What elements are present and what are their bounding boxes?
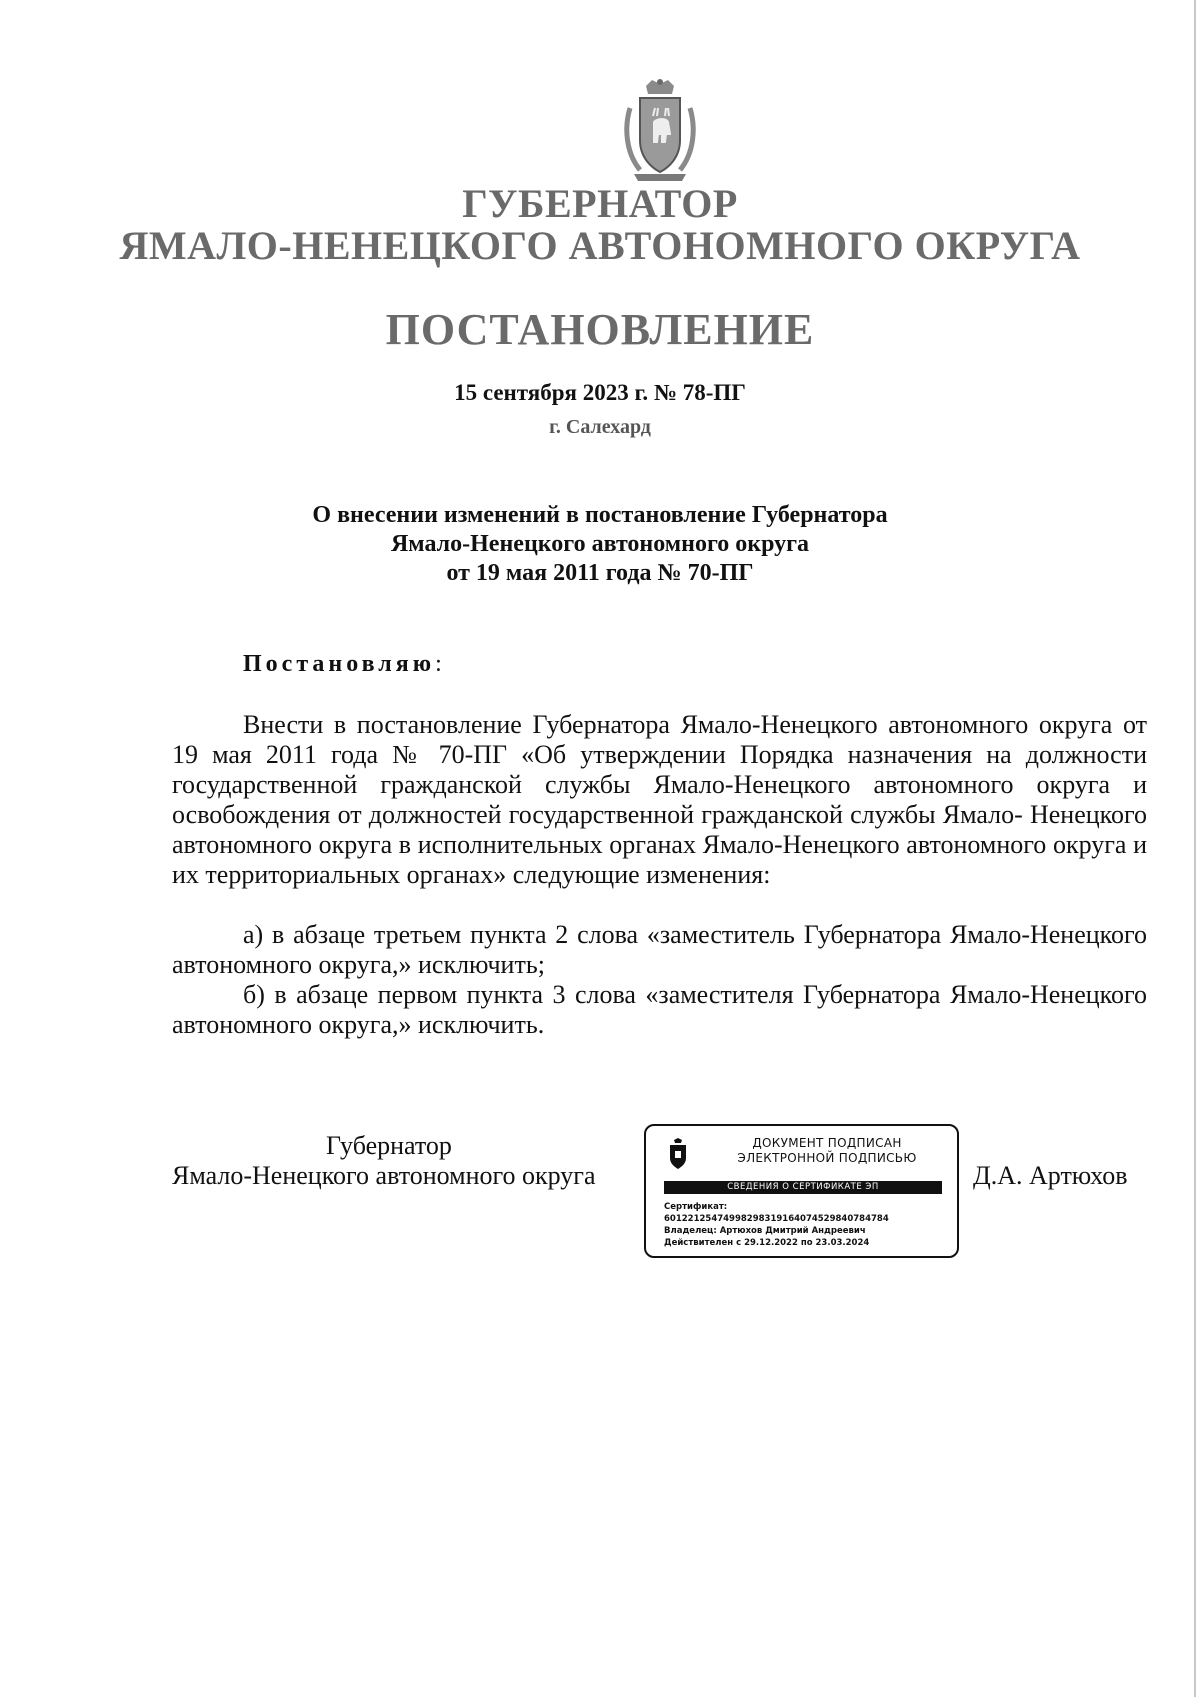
signer-title-line-2: Ямало-Ненецкого автономного округа: [172, 1161, 596, 1190]
subject-line-3: от 19 мая 2011 года № 70-ПГ: [446, 560, 754, 586]
signer-name: Д.А. Артюхов: [973, 1161, 1128, 1190]
electronic-signature-stamp: [644, 1124, 959, 1258]
decree-heading: [243, 651, 442, 678]
stamp-emblem-icon: [666, 1138, 690, 1170]
amendment-item-a: а) в абзаце третьем пункта 2 слова «заместитель Губернатора Ямало-Ненецкого автономного округа,» исключить;: [172, 920, 1147, 979]
stamp-certificate-bar: СВЕДЕНИЯ О СЕРТИФИКАТЕ ЭП: [664, 1181, 942, 1194]
stamp-line-1: ДОКУМЕНТ ПОДПИСАН: [752, 1136, 902, 1150]
stamp-owner: Владелец: Артюхов Дмитрий Андреевич: [664, 1226, 866, 1236]
amendment-item-b: б) в абзаце первом пункта 3 слова «заместителя Губернатора Ямало-Ненецкого автономного округа,» исключить.: [172, 980, 1147, 1039]
document-date-number: 15 сентября 2023 г. № 78-ПГ: [454, 380, 746, 405]
document-city: г. Салехард: [549, 416, 651, 438]
coat-of-arms-icon: [620, 78, 700, 183]
subject-line-2: Ямало-Ненецкого автономного округа: [390, 531, 810, 557]
main-paragraph: Внести в постановление Губернатора Ямало-Ненецкого автономного округа от 19 мая 2011 года № 70-ПГ «Об утверждении Порядка назначения на должности государственной гражданской службы Ямало-Ненецкого автономного округа и освобождения от должностей государственной гражданской службы Ямало- Ненецкого автономного округа в исполнительных органах Ямало-Ненецкого автономного округа и их территориальных органах» следующие изменения:: [172, 710, 1147, 889]
stamp-cert-label: Сертификат:: [664, 1202, 728, 1212]
subject-line-1: О внесении изменений в постановление Губернатора: [312, 502, 888, 528]
stamp-line-2: ЭЛЕКТРОННОЙ ПОДПИСЬЮ: [737, 1151, 917, 1165]
signer-title-line-1: Губернатор: [326, 1131, 452, 1160]
governor-heading: ГУБЕРНАТОР: [462, 181, 738, 226]
decree-word: Постановляю: [243, 651, 436, 677]
stamp-heading: [702, 1136, 952, 1166]
region-heading: ЯМАЛО-НЕНЕЦКОГО АВТОНОМНОГО ОКРУГА: [119, 223, 1081, 268]
document-type-heading: ПОСТАНОВЛЕНИЕ: [385, 305, 815, 354]
stamp-certificate-info: [664, 1201, 954, 1249]
stamp-cert-number: 60122125474998298319164074529840784784: [664, 1214, 889, 1224]
decree-colon: :: [435, 651, 442, 677]
stamp-validity: Действителен с 29.12.2022 по 23.03.2024: [664, 1238, 870, 1248]
